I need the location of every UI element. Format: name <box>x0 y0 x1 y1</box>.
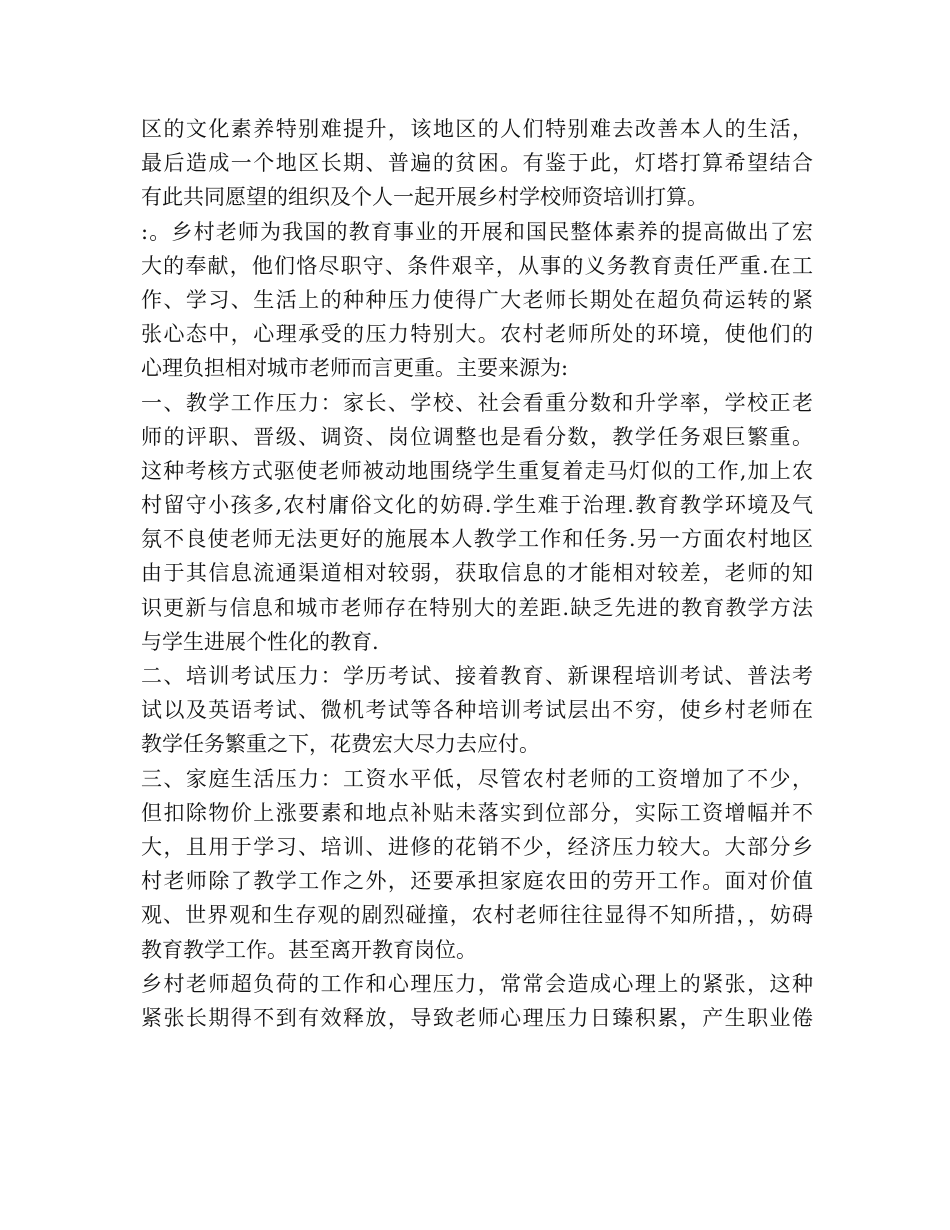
text-line: 识更新与信息和城市老师存在特别大的差距.缺乏先进的教育教学方法 <box>141 595 813 620</box>
text-line: 三、家庭生活压力：工资水平低，尽管农村老师的工资增加了不少， <box>141 766 813 791</box>
text-line: 村留守小孩多,农村庸俗文化的妨碍.学生难于治理.教育教学环境及气 <box>141 493 813 518</box>
text-line: 大的奉献，他们恪尽职守、条件艰辛，从事的义务教育责任严重.在工 <box>141 253 813 278</box>
text-line: 但扣除物价上涨要素和地点补贴未落实到位部分，实际工资增幅并不 <box>141 800 813 825</box>
text-line: 紧张长期得不到有效释放，导致老师心理压力日臻积累，产生职业倦 <box>141 1005 813 1030</box>
text-line: 这种考核方式驱使老师被动地围绕学生重复着走马灯似的工作,加上农 <box>141 458 813 483</box>
text-line: 张心态中，心理承受的压力特别大。农村老师所处的环境，使他们的 <box>141 322 813 347</box>
text-line: 氛不良使老师无法更好的施展本人教学工作和任务.另一方面农村地区 <box>141 527 813 552</box>
text-line: 试以及英语考试、微机考试等各种培训考试层出不穷，使乡村老师在 <box>141 698 813 723</box>
text-line: 教学任务繁重之下，花费宏大尽力去应付。 <box>141 732 540 757</box>
text-line: 一、教学工作压力：家长、学校、社会看重分数和升学率，学校正老 <box>141 390 813 415</box>
text-line: 区的文化素养特别难提升，该地区的人们特别难去改善本人的生活， <box>141 117 813 141</box>
text-line: 二、培训考试压力：学历考试、接着教育、新课程培训考试、普法考 <box>141 664 813 688</box>
text-line: 乡村老师超负荷的工作和心理压力，常常会造成心理上的紧张，这种 <box>141 971 813 996</box>
text-line: 村老师除了教学工作之外，还要承担家庭农田的劳开工作。面对价值 <box>141 869 813 894</box>
text-line: 最后造成一个地区长期、普遍的贫困。有鉴于此，灯塔打算希望结合 <box>141 151 813 176</box>
text-line: :。乡村老师为我国的教育事业的开展和国民整体素养的提高做出了宏 <box>141 219 813 244</box>
text-line: 大，且用于学习、培训、进修的花销不少，经济压力较大。大部分乡 <box>141 834 813 859</box>
text-line: 有此共同愿望的组织及个人一起开展乡村学校师资培训打算。 <box>141 185 708 210</box>
text-line: 心理负担相对城市老师而言更重。主要来源为: <box>141 356 569 381</box>
text-line: 师的评职、晋级、调资、岗位调整也是看分数，教学任务艰巨繁重。 <box>141 424 813 449</box>
text-line: 观、世界观和生存观的剧烈碰撞，农村老师往往显得不知所措，，妨碍 <box>141 903 813 928</box>
text-line: 与学生进展个性化的教育. <box>141 629 379 654</box>
text-line: 由于其信息流通渠道相对较弱，获取信息的才能相对较差，老师的知 <box>141 561 813 586</box>
text-line: 教育教学工作。甚至离开教育岗位。 <box>141 937 477 962</box>
text-line: 作、学习、生活上的种种压力使得广大老师长期处在超负荷运转的紧 <box>141 287 813 312</box>
body-text <box>141 112 813 1035</box>
